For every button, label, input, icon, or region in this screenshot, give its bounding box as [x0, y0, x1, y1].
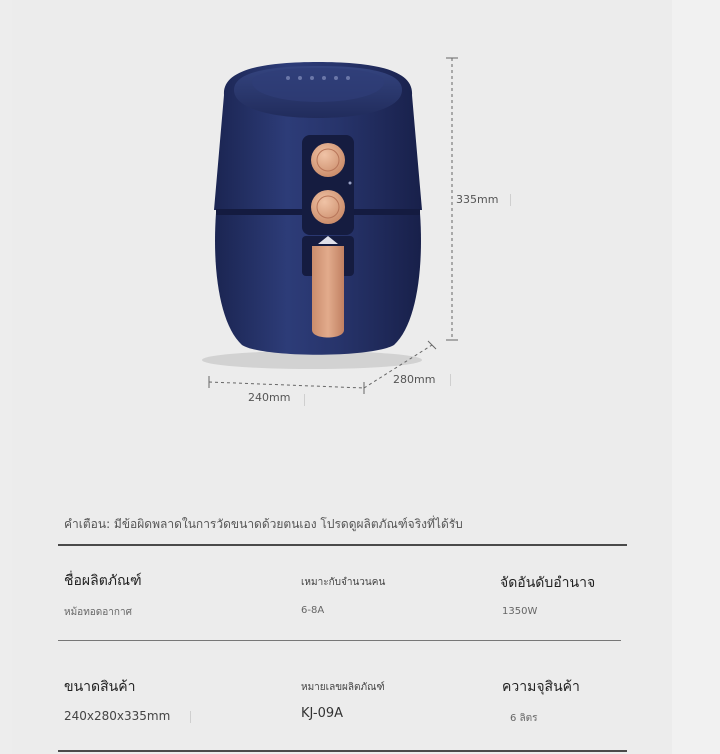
width-label-tick [304, 394, 305, 406]
power-rating-title: จัดอันดับอำนาจ [500, 575, 596, 591]
product-size-value: 240x280x335mm [64, 709, 171, 723]
product-number-value: KJ-09A [301, 706, 344, 721]
product-size-tick [190, 711, 191, 723]
height-dimension-label: 335mm [456, 193, 499, 206]
spec-table-middle-rule [58, 640, 621, 641]
power-rating-value: 1350W [502, 606, 538, 617]
height-label-tick [510, 194, 511, 206]
capacity-value: 6 ลิตร [510, 713, 538, 724]
suitable-people-value: 6-8A [301, 605, 325, 616]
product-name-value: หม้อทอดอากาศ [64, 607, 132, 618]
depth-dimension-label: 280mm [393, 373, 436, 386]
product-size-title: ขนาดสินค้า [64, 679, 136, 695]
right-margin-strip [672, 0, 720, 754]
product-illustration [12, 0, 672, 430]
suitable-people-title: เหมาะกับจำนวนคน [301, 577, 386, 588]
air-fryer-image [12, 0, 672, 430]
depth-label-tick [450, 374, 451, 386]
capacity-title: ความจุสินค้า [502, 679, 580, 695]
product-page [12, 0, 672, 754]
measurement-notice: คำเตือน: มีข้อผิดพลาดในการวัดขนาดด้วยตนเอง โปรดดูผลิตภัณฑ์จริงที่ได้รับ [64, 517, 463, 531]
product-number-title: หมายเลขผลิตภัณฑ์ [301, 682, 385, 693]
spec-table-bottom-rule [58, 750, 627, 752]
width-dimension-label: 240mm [248, 391, 291, 404]
product-name-title: ชื่อผลิตภัณฑ์ [64, 573, 142, 589]
spec-table-top-rule [58, 544, 627, 546]
